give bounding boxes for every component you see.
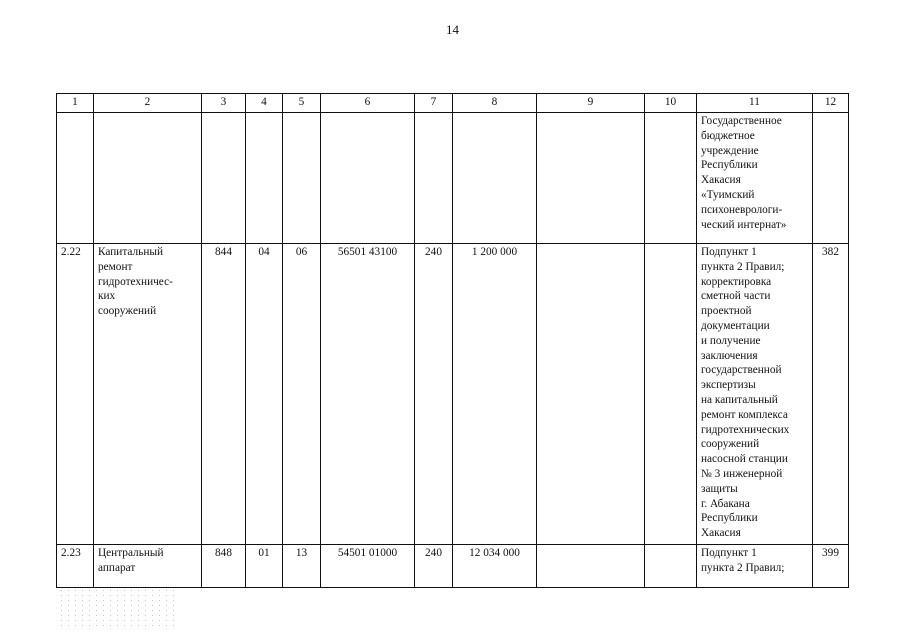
code-cell: 54501 01000: [321, 545, 415, 588]
column-header: 6: [321, 94, 415, 113]
column-header: 2: [94, 94, 202, 113]
code-cell: 06: [283, 244, 321, 545]
expense-name-cell: Капитальный ремонт гидротехничес- ких сооружений: [94, 244, 202, 545]
code-cell: 844: [202, 244, 246, 545]
code-cell: 56501 43100: [321, 244, 415, 545]
amount-cell: 12 034 000: [453, 545, 537, 588]
page-number: 14: [446, 22, 459, 37]
column-header: 10: [645, 94, 697, 113]
budget-table: [56, 93, 849, 588]
scan-artifact: [58, 588, 178, 628]
code-cell: 04: [246, 244, 283, 545]
table-row: [57, 545, 849, 588]
code-cell: [415, 113, 453, 244]
expense-name-cell: [94, 113, 202, 244]
table-header-row: [57, 94, 849, 113]
basis-cell: Государственное бюджетное учреждение Республики Хакасия «Туимский психоневрологи- ческий интернат»: [697, 113, 813, 244]
column-header: 4: [246, 94, 283, 113]
column-header: 9: [537, 94, 645, 113]
amount-cell: [537, 113, 645, 244]
code-cell: [246, 113, 283, 244]
table-row: [57, 244, 849, 545]
row-number-cell: [57, 113, 94, 244]
column-header: 11: [697, 94, 813, 113]
amount-cell: 1 200 000: [453, 244, 537, 545]
amount-cell: [645, 244, 697, 545]
column-header: 8: [453, 94, 537, 113]
table-row: [57, 113, 849, 244]
code-cell: [321, 113, 415, 244]
column-header: 12: [813, 94, 849, 113]
amount-cell: [537, 244, 645, 545]
amount-cell: [453, 113, 537, 244]
reference-cell: 382: [813, 244, 849, 545]
amount-cell: [645, 545, 697, 588]
row-number-cell: 2.22: [57, 244, 94, 545]
reference-cell: 399: [813, 545, 849, 588]
code-cell: 01: [246, 545, 283, 588]
expense-name-cell: Центральный аппарат: [94, 545, 202, 588]
code-cell: 240: [415, 244, 453, 545]
column-header: 5: [283, 94, 321, 113]
column-header: 3: [202, 94, 246, 113]
column-header: 1: [57, 94, 94, 113]
code-cell: 240: [415, 545, 453, 588]
code-cell: [202, 113, 246, 244]
basis-cell: Подпункт 1 пункта 2 Правил; корректировка сметной части проектной документации и получение заключения государственной экспертизы на капитальный ремонт комплекса гидротехнических сооружений насосной станции № 3 инженерной защиты г. Абакана Республики Хакасия: [697, 244, 813, 545]
row-number-cell: 2.23: [57, 545, 94, 588]
code-cell: [283, 113, 321, 244]
amount-cell: [645, 113, 697, 244]
column-header: 7: [415, 94, 453, 113]
code-cell: 13: [283, 545, 321, 588]
basis-cell: Подпункт 1 пункта 2 Правил;: [697, 545, 813, 588]
amount-cell: [537, 545, 645, 588]
reference-cell: [813, 113, 849, 244]
code-cell: 848: [202, 545, 246, 588]
